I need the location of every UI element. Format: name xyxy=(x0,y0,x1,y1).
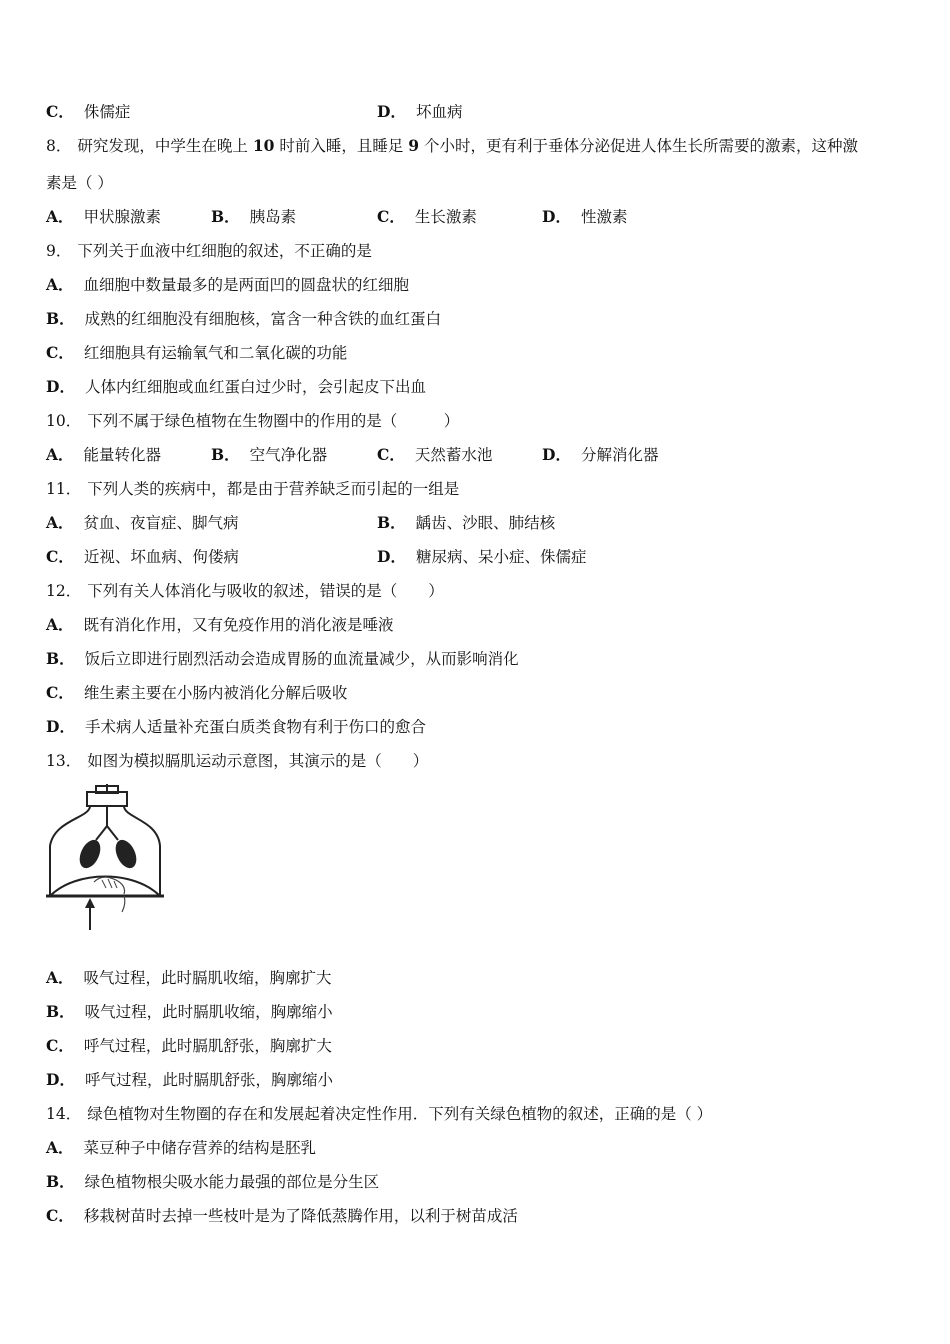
right-bronchus xyxy=(107,826,118,840)
left-bronchus xyxy=(96,826,107,840)
option-text: 侏儒症 xyxy=(83,103,131,121)
question-number: 9． xyxy=(46,242,72,260)
option-text: 血细胞中数量最多的是两面凹的圆盘状的红细胞 xyxy=(83,276,410,294)
q14-option-c xyxy=(46,1206,518,1226)
q8-option-d xyxy=(542,207,627,227)
question-number: 12． xyxy=(46,582,82,600)
option-label: A． xyxy=(46,445,74,464)
q11-option-a xyxy=(46,513,239,533)
q11-option-d xyxy=(377,547,586,567)
right-lung-balloon xyxy=(112,837,141,872)
question-stem: 绿色植物对生物圈的存在和发展起着决定性作用．下列有关绿色植物的叙述，正确的是（ ） xyxy=(87,1105,713,1123)
q13-option-d xyxy=(46,1070,333,1090)
question-number: 13． xyxy=(46,752,82,770)
q11-stem xyxy=(46,479,459,499)
left-lung-balloon xyxy=(76,837,105,872)
option-text: 既有消化作用，又有免疫作用的消化液是唾液 xyxy=(83,616,394,634)
q9-option-c xyxy=(46,343,347,363)
q8-stem-b: 10 xyxy=(252,136,275,155)
option-label: A． xyxy=(46,968,74,987)
option-label: C． xyxy=(377,445,405,464)
q10-option-c xyxy=(377,445,492,465)
option-text: 分解消化器 xyxy=(580,446,659,464)
option-label: D． xyxy=(542,445,571,464)
option-text: 坏血病 xyxy=(415,103,463,121)
question-number: 11． xyxy=(46,480,82,498)
option-label: A． xyxy=(46,275,74,294)
option-label: B． xyxy=(211,207,240,226)
option-label: D． xyxy=(46,1070,75,1089)
option-text: 空气净化器 xyxy=(249,446,328,464)
q12-option-a xyxy=(46,615,394,635)
option-label: B． xyxy=(211,445,240,464)
q8-stem-c: 时前入睡，且睡足 xyxy=(279,137,404,155)
q10-option-a xyxy=(46,445,161,465)
q8-stem-e: 个小时，更有利于垂体分泌促进人体生长所需要的激素，这种激 xyxy=(424,137,859,155)
option-text: 菜豆种子中储存营养的结构是胚乳 xyxy=(83,1139,317,1157)
option-text: 甲状腺激素 xyxy=(83,208,162,226)
wrist-outline xyxy=(122,896,125,912)
q10-stem xyxy=(46,411,459,431)
option-label: D． xyxy=(377,547,406,566)
question-stem: 下列不属于绿色植物在生物圈中的作用的是（ ） xyxy=(87,412,460,430)
option-label: B． xyxy=(46,1002,75,1021)
option-text: 成熟的红细胞没有细胞核，富含一种含铁的血红蛋白 xyxy=(84,310,442,328)
option-text: 胰岛素 xyxy=(249,208,297,226)
q14-stem xyxy=(46,1104,712,1124)
hand-fingers xyxy=(102,879,117,888)
option-text: 天然蓄水池 xyxy=(414,446,493,464)
option-label: A． xyxy=(46,513,74,532)
option-text: 生长激素 xyxy=(414,208,477,226)
q8-stem-line2: 素是（ ） xyxy=(46,174,113,192)
q13-option-c xyxy=(46,1036,332,1056)
q13-option-b xyxy=(46,1002,333,1022)
question-stem: 下列有关人体消化与吸收的叙述，错误的是（ ） xyxy=(87,582,444,600)
q8-option-a xyxy=(46,207,161,227)
q13-option-a xyxy=(46,968,332,988)
option-label: A． xyxy=(46,615,74,634)
option-text: 绿色植物根尖吸水能力最强的部位是分生区 xyxy=(84,1173,380,1191)
option-label: B． xyxy=(46,649,75,668)
option-label: C． xyxy=(46,343,74,362)
bell-jar-diaphragm-model-icon xyxy=(46,784,166,934)
option-label: D． xyxy=(46,717,75,736)
push-arrow-head-icon xyxy=(85,898,95,908)
q10-option-b xyxy=(211,445,327,465)
option-label: D． xyxy=(46,377,75,396)
stopper-shape xyxy=(87,792,127,806)
question-number: 14． xyxy=(46,1105,82,1123)
q10-option-d xyxy=(542,445,658,465)
q12-option-d xyxy=(46,717,426,737)
q12-option-b xyxy=(46,649,519,669)
option-text: 移栽树苗时去掉一些枝叶是为了降低蒸腾作用，以利于树苗成活 xyxy=(83,1207,518,1225)
q9-option-d xyxy=(46,377,426,397)
q9-option-a xyxy=(46,275,409,295)
q14-option-b xyxy=(46,1172,379,1192)
option-label: D． xyxy=(377,102,406,121)
option-label: C． xyxy=(46,1206,74,1225)
hand-outline xyxy=(94,877,125,894)
option-label: B． xyxy=(46,309,75,328)
option-text: 近视、坏血病、佝偻病 xyxy=(83,548,239,566)
option-text: 红细胞具有运输氧气和二氧化碳的功能 xyxy=(83,344,348,362)
q12-option-c xyxy=(46,683,347,703)
q8-stem xyxy=(46,136,858,156)
option-text: 饭后立即进行剧烈活动会造成胃肠的血流量减少，从而影响消化 xyxy=(84,650,519,668)
option-label: A． xyxy=(46,207,74,226)
option-text: 呼气过程，此时膈肌舒张，胸廓扩大 xyxy=(83,1037,332,1055)
option-text: 吸气过程，此时膈肌收缩，胸廓扩大 xyxy=(83,969,332,987)
q14-option-a xyxy=(46,1138,316,1158)
option-label: C． xyxy=(46,1036,74,1055)
option-label: C． xyxy=(46,683,74,702)
option-text: 人体内红细胞或血红蛋白过少时，会引起皮下出血 xyxy=(84,378,426,396)
option-text: 能量转化器 xyxy=(83,446,162,464)
q9-option-b xyxy=(46,309,441,329)
option-label: C． xyxy=(377,207,405,226)
question-stem: 下列关于血液中红细胞的叙述，不正确的是 xyxy=(77,242,372,260)
diaphragm-model-figure xyxy=(46,784,166,934)
option-text: 贫血、夜盲症、脚气病 xyxy=(83,514,239,532)
option-text: 吸气过程，此时膈肌收缩，胸廓缩小 xyxy=(84,1003,333,1021)
q9-stem xyxy=(46,241,372,261)
question-stem: 下列人类的疾病中，都是由于营养缺乏而引起的一组是 xyxy=(87,480,460,498)
option-text: 手术病人适量补充蛋白质类食物有利于伤口的愈合 xyxy=(84,718,426,736)
option-text: 呼气过程，此时膈肌舒张，胸廓缩小 xyxy=(84,1071,333,1089)
q11-option-b xyxy=(377,513,555,533)
question-number: 8． xyxy=(46,137,72,155)
q7-option-d xyxy=(377,102,462,122)
option-label: B． xyxy=(377,513,406,532)
option-text: 性激素 xyxy=(580,208,628,226)
option-label: D． xyxy=(542,207,571,226)
option-text: 龋齿、沙眼、肺结核 xyxy=(415,514,556,532)
q8-stem-d: 9 xyxy=(408,136,420,155)
option-label: C． xyxy=(46,547,74,566)
q12-stem xyxy=(46,581,444,601)
option-text: 糖尿病、呆小症、侏儒症 xyxy=(415,548,587,566)
q8-option-b xyxy=(211,207,296,227)
option-label: C． xyxy=(46,102,74,121)
option-label: B． xyxy=(46,1172,75,1191)
q13-stem xyxy=(46,751,428,771)
option-text: 维生素主要在小肠内被消化分解后吸收 xyxy=(83,684,348,702)
q7-option-c xyxy=(46,102,130,122)
q11-option-c xyxy=(46,547,239,567)
question-number: 10． xyxy=(46,412,82,430)
q8-stem-a: 研究发现，中学生在晚上 xyxy=(77,137,248,155)
option-label: A． xyxy=(46,1138,74,1157)
question-stem: 如图为模拟膈肌运动示意图，其演示的是（ ） xyxy=(87,752,429,770)
q8-option-c xyxy=(377,207,477,227)
